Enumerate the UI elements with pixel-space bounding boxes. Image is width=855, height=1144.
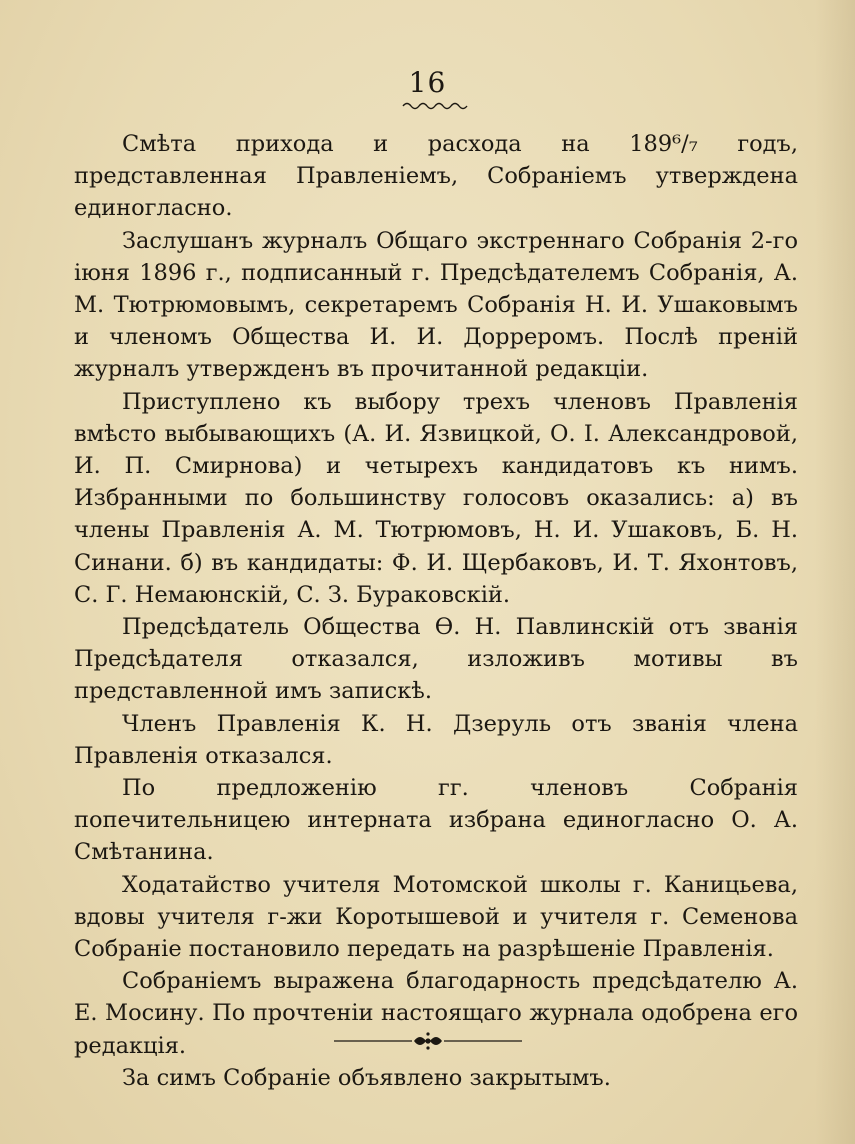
paragraph-chairman-resignation: Предсѣдатель Общества Ѳ. Н. Павлинскій отъ званія Предсѣдателя отказался, изложивъ мотивы въ представленной имъ запискѣ. [74,614,798,705]
page-number: 16 [408,66,447,99]
body-text [74,128,798,1094]
fleuron-rule-ornament-icon [334,1030,522,1052]
paragraph-petition: Ходатайство учителя Мотомской школы г. Каницьева, вдовы учителя г-жи Коротышевой и учителя г. Семенова Собраніе постановило передать на разрѣшеніе Правленія. [74,871,798,963]
paragraph-closing: За симъ Собраніе объявлено закрытымъ. [122,1064,611,1091]
paragraph-elections: Приступлено къ выбору трехъ членовъ Правленія вмѣсто выбывающихъ (А. И. Язвицкой, О. І. Александровой, И. П. Смирнова) и четырехъ кандидатовъ къ нимъ. Избранными по большинству голосовъ оказались: а) въ члены Правленія А. М. Тютрюмовъ, Н. И. Ушаковъ, Б. Н. Синани. б) въ кандидаты: Ф. И. Щербаковъ, И. Т. Яхонтовъ, С. Г. Немаюнскій, С. З. Бураковскій. [74,388,798,608]
wave-ornament-icon [401,100,471,110]
paragraph-member-resignation: Членъ Правленія К. Н. Дзеруль отъ званія члена Правленія отказался. [74,710,798,769]
paragraph-journal: Заслушанъ журналъ Общаго экстреннаго Собранія 2-го іюня 1896 г., подписанный г. Предсѣдателемъ Собранія, А. М. Тютрюмовымъ, секретаремъ Собранія Н. И. Ушаковымъ и членомъ Общества И. И. Дорреромъ. Послѣ преній журналъ утвержденъ въ прочитанной редакціи. [74,227,798,383]
page-edge-shadow [815,0,855,1144]
paragraph-trustee: По предложенію гг. членовъ Собранія попечительницею интерната избрана единогласно О. А. Смѣтанина. [74,775,798,866]
paragraph-budget: Смѣта прихода и расхода на 189⁶/₇ годъ, представленная Правленіемъ, Собраніемъ утверждена единогласно. [74,131,798,222]
paragraph-gratitude: Собраніемъ выражена благодарность предсѣдателю А. Е. Мосину. По прочтеніи настоящаго журнала одобрена его редакція. [74,968,798,1059]
